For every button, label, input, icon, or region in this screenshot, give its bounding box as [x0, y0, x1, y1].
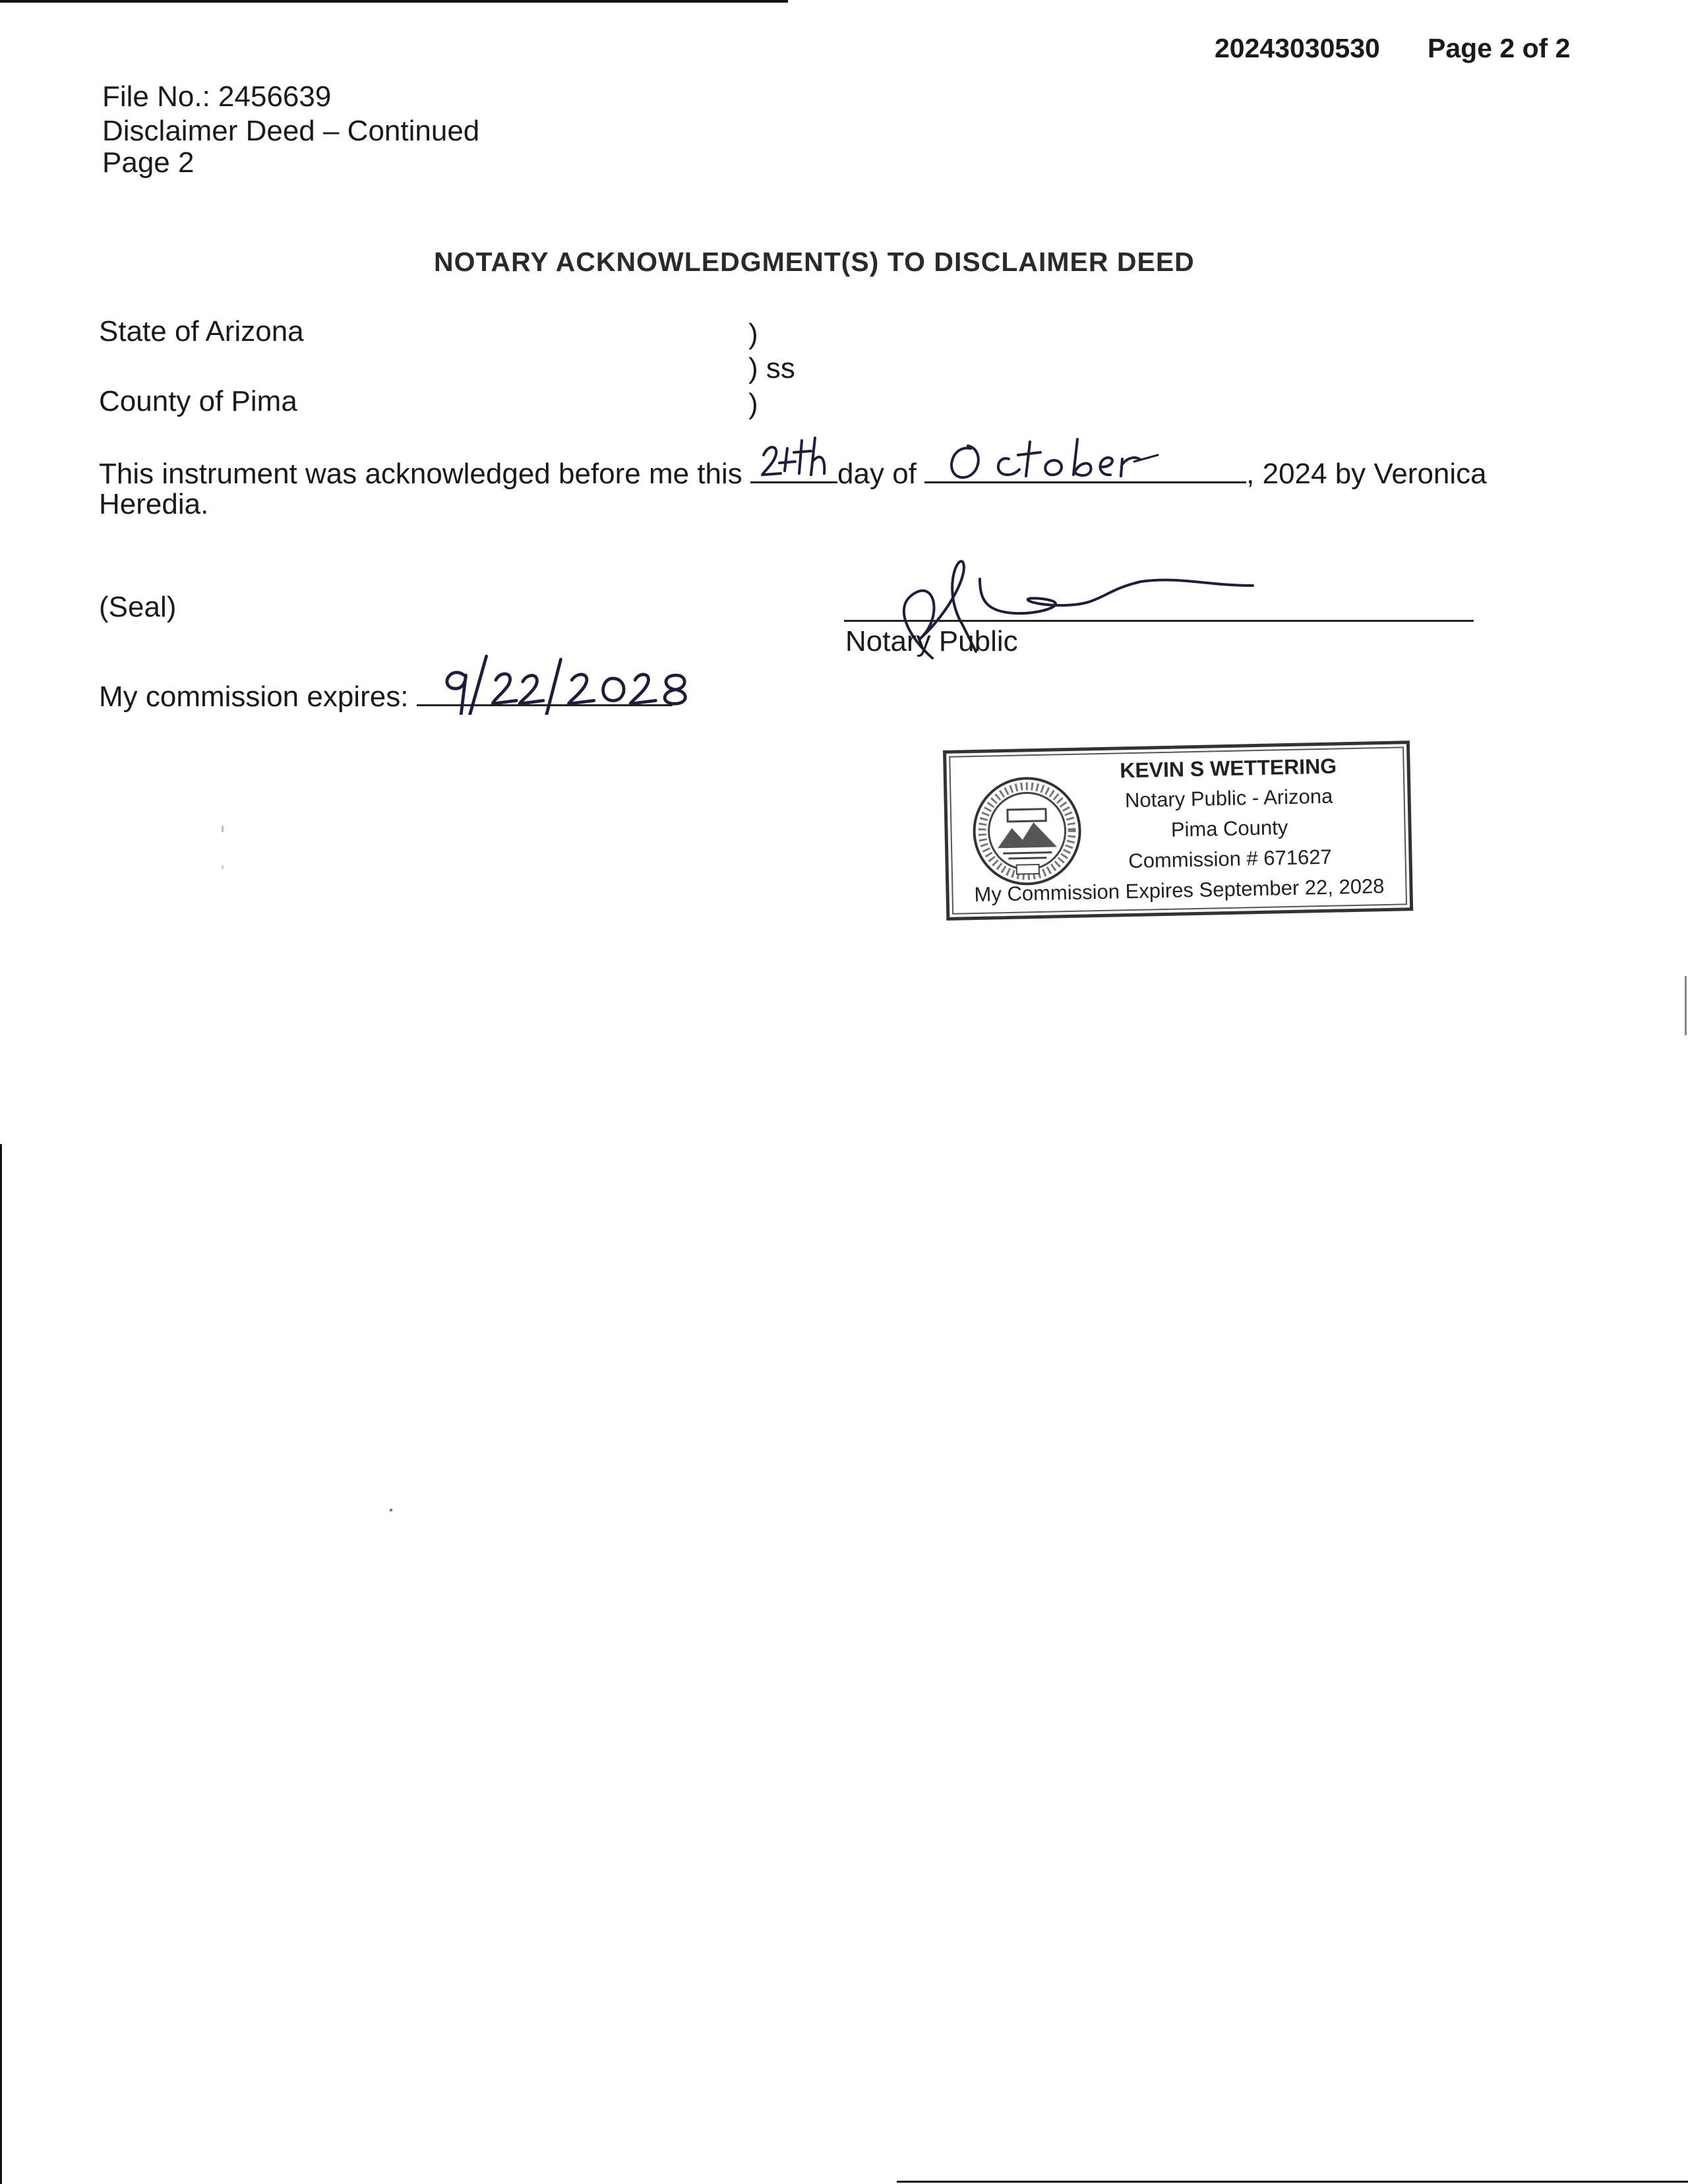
stamp-expires: My Commission Expires September 22, 2028 [974, 874, 1385, 907]
file-number: File No.: 2456639 [102, 80, 332, 113]
page-indicator: Page 2 of 2 [1428, 33, 1571, 63]
venue-state: State of Arizona [99, 315, 304, 348]
scan-edge-top [0, 0, 788, 3]
section-title: NOTARY ACKNOWLEDGMENT(S) TO DISCLAIMER DEED [434, 247, 1195, 277]
scan-edge-left [0, 1144, 2, 2184]
acknowledgment-prefix: This instrument was acknowledged before me this [99, 458, 742, 490]
acknowledgment-continuation: Heredia. [99, 488, 209, 520]
acknowledgment-day-word: day of [837, 458, 917, 490]
handwritten-day [750, 435, 837, 488]
handwritten-month [924, 435, 1246, 488]
venue-county: County of Pima [99, 385, 297, 417]
stamp-commission-number: Commission # 671627 [1128, 845, 1333, 873]
commission-expires-row [99, 675, 673, 714]
notary-stamp [943, 741, 1413, 921]
scan-edge-bottom [897, 2181, 1688, 2183]
notary-public-label: Notary Public [845, 625, 1018, 657]
venue-paren-bottom: ) [748, 388, 758, 420]
stamp-title: Notary Public - Arizona [1124, 784, 1333, 812]
scan-edge-right [1685, 976, 1687, 1035]
venue-paren-ss: ) ss [748, 352, 795, 384]
stamp-name: KEVIN S WETTERING [1119, 754, 1337, 783]
scan-speck [222, 865, 224, 869]
day-blank[interactable] [750, 452, 837, 483]
commission-expires-label: My commission expires: [99, 681, 409, 713]
commission-expires-blank[interactable] [417, 675, 673, 706]
recording-number: 20243030530 [1215, 33, 1380, 63]
handwritten-expiration-date [417, 652, 724, 715]
seal-label: (Seal) [99, 591, 177, 623]
page-number: Page 2 [102, 146, 195, 179]
document-title: Disclaimer Deed – Continued [102, 115, 480, 147]
scan-speck [222, 826, 224, 832]
acknowledgment-line [99, 452, 1487, 491]
stamp-county: Pima County [1170, 816, 1288, 841]
venue-paren-top: ) [748, 318, 758, 350]
scan-speck [390, 1509, 392, 1511]
month-blank[interactable] [924, 452, 1246, 483]
acknowledgment-suffix: , 2024 by Veronica [1246, 458, 1487, 490]
